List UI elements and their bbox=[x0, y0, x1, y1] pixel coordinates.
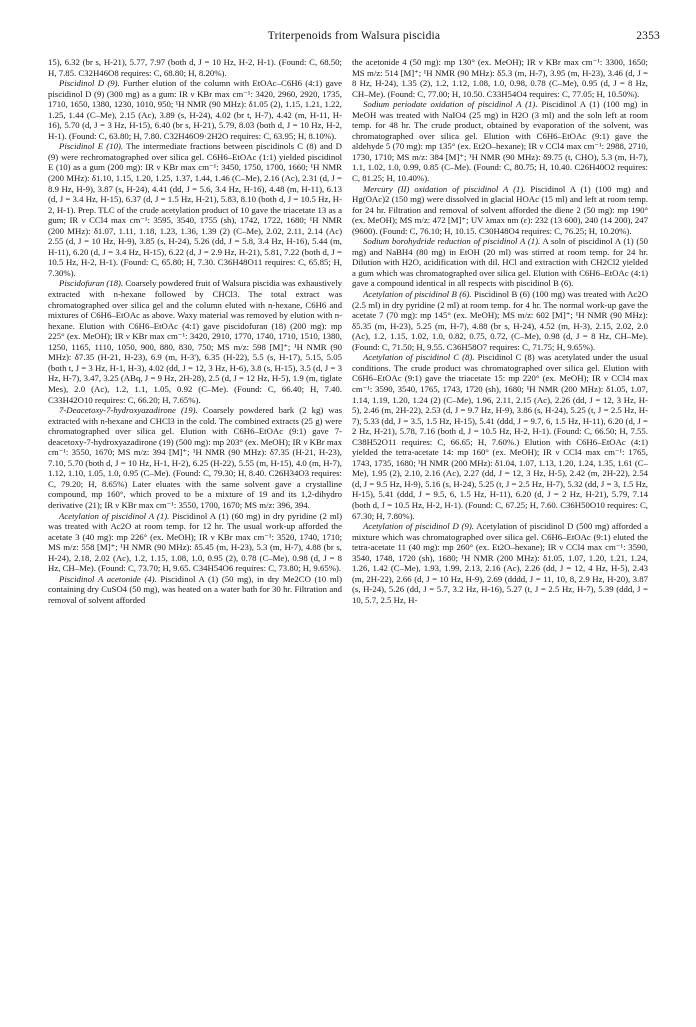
paragraph-heading: Acetylation of piscidinol C (8). bbox=[363, 352, 475, 363]
paragraph-heading: Piscidofuran (18). bbox=[59, 278, 124, 289]
paragraph-text: Piscidinol A (1) (60 mg) in dry pyridine (2 ml) was treated with Ac2O at room temp. for 12 hr. The usual work-up afforded the acetate 3 (40 mg): mp 226° (ex. MeOH); IR ν KBr max cm⁻¹: 3520, 1740, 1710; MS m/z: 558 [M]⁺; ¹H NMR (90 MHz): δ5.45 (m, H-23), 5.3 (m, H-7), 4.88 (br s, H-24), 2.18, 2.02 (Ac), 1.2, 1.15, 1.08, 1.0, 0.95 (2), 0.78 (C–Me), 0.98 (d, J = 8 Hz, CH–Me). (Found: C, 73.70; H, 9.65. C34H54O6 requires: C, 73.80; H, 9.65%). bbox=[48, 510, 342, 574]
left-column bbox=[48, 57, 342, 1017]
paragraph bbox=[48, 141, 342, 278]
paragraph-heading: Sodium periodate oxidation of piscidinol A (1). bbox=[363, 99, 538, 110]
paragraph bbox=[352, 99, 648, 183]
running-title: Triterpenoids from Walsura piscidia bbox=[267, 30, 441, 42]
paragraph-text: Acetylation of piscidinol D (500 mg) afforded a mixture which was chromatographed over silica gel. C6H6–EtOAc (9:1) eluted the tetra-acetate 11 (40 mg): mp 260° (ex. Et2O–hexane); IR ν CCl4 max cm⁻¹: 3590, 3540, 1748, 1720 (sh), 1680; ¹H NMR (200 MHz): δ1.05, 1.07, 1.20, 1.21, 1.24, 1.26, 1.42 (C–Me), 1.93, 1.99, 2.13, 2.16 (Ac), 2.26 (dd, J = 12, 4 Hz, H-5), 2.43 (m, 2H-22), 2.66 (d, J = 10 Hz, H-9), 2.69 (dddd, J = 11, 10, 8, 2.9 Hz, H-20), 3.87 (s, H-24), 5.26 (dd, J = 5.7, 3.2 Hz, H-16), 5.27 (t, J = 2.5 Hz, H-7), 5.39 (ddd, J = 10, 5.7, 2.5 Hz, H- bbox=[352, 521, 648, 605]
paragraph bbox=[352, 521, 648, 605]
paragraph bbox=[352, 57, 648, 99]
paragraph-text: Piscidinol A (1) (50 mg), in dry Me2CO (10 ml) containing dry CuSO4 (50 mg), was heated on a water bath for 30 hr. Filtration and removal of solvent afforded bbox=[48, 573, 342, 605]
paragraph-heading: Acetylation of piscidinol B (6). bbox=[363, 289, 472, 300]
paragraph bbox=[48, 78, 342, 141]
paragraph-heading: Acetylation of piscidinol D (9). bbox=[363, 521, 474, 532]
paragraph bbox=[48, 278, 342, 405]
paragraph bbox=[48, 574, 342, 606]
paragraph-heading: 7-Deacetoxy-7-hydroxyazadirone (19). bbox=[59, 405, 198, 416]
paragraph bbox=[352, 352, 648, 521]
running-head bbox=[48, 30, 660, 46]
paragraph-heading: Sodium borohydride reduction of piscidinol A (1). bbox=[363, 236, 541, 247]
paragraph bbox=[48, 405, 342, 510]
paragraph-text: Piscidinol A (1) (100 mg) and Hg(OAc)2 (150 mg) were dissolved in glacial HOAc (15 ml) and left at room temp. for 24 hr. Filtration and removal of solvent afforded the diene 2 (50 mg): mp 190° (ex. MeOH); MS m/z: 472 [M]⁺; UV λmax nm (ε): 232 (13 600), 240 (14 200), 247 (9600). (Found: C, 76.10; H, 10.15. C30H48O4 requires: C, 76.25; H, 10.20%). bbox=[352, 183, 648, 236]
paragraph-text: the acetonide 4 (50 mg): mp 130° (ex. MeOH); IR ν KBr max cm⁻¹: 3300, 1650; MS m/z: 514 [M]⁺; ¹H NMR (90 MHz): δ5.3 (m, H-7), 3.95 (m, H-23), 3.46 (d, J = 8 Hz, H-24), 1.35 (2), 1.2, 1.12, 1.08, 1.0, 0.98, 0.78 (C–Me), 0.95 (d, J = 8 Hz, CH–Me). (Found: C, 77.00; H, 10.50. C33H54O4 requires: C, 77.05; H, 10.50%). bbox=[352, 57, 648, 99]
paragraph-text: Coarsely powdered fruit of Walsura piscidia was exhaustively extracted with n-hexane followed by CHCl3. The total extract was chromatographed over silica gel and the column eluted with n-hexane, C6H6 and mixtures of C6H6–EtOAc as above. Waxy material was removed by elution with n-hexane. Elution with C6H6–EtOAc (4:1) gave piscidofuran (18) (200 mg): mp 225° (ex. MeOH); IR ν KBr max cm⁻¹: 3420, 2910, 1770, 1740, 1710, 1510, 1380, 1250, 1165, 1110, 1050, 900, 880, 830, 750; MS m/z: 598 [M]⁺; ¹H NMR (90 MHz): δ7.35 (H-21, H-23), 6.9 (m, H-3'), 6.35 (H-22), 5.5 (s, H-17), 5.15, 5.05 (both t, J = 3 Hz, H-1, H-3), 4.02 (dd, J = 12, 3 Hz, H-6), 3.8 (s, H-15), 3.5 (d, J = 3 Hz, H-7), 3.47, 3.25 (ABq, J = 9 Hz, 2H-28), 2.5 (d, J = 12 Hz, H-5), 1.9 (m, tiglate Mes), 2.0 (Ac), 1.2, 1.1, 1.05, 0.92 (C–Me). (Found: C, 66.40; H, 7.40. C33H42O10 requires: C, 66.20; H, 7.65%). bbox=[48, 278, 342, 405]
paragraph-text: Piscidinol B (6) (100 mg) was treated with Ac2O (2.5 ml) in dry pyridine (2 ml) at room temp. for 4 hr. The normal work-up gave the acetate 7 (70 mg): mp 145° (ex. MeOH); MS m/z: 602 [M]⁺; ¹H NMR (90 MHz): δ5.35 (m, H-23), 5.25 (m, H-7), 4.88 (br s, H-24), 4.52 (m, H-3), 2.15, 2.02, 2.0 (Ac), 1.2, 1.15, 1.02, 1.0, 0.82, 0.75, 0.72, (C–Me), 0.98 (d, J = 8 Hz, CH–Me). (Found: C, 71.50; H, 9.55. C36H58O7 requires: C, 71.75; H, 9.65%). bbox=[352, 289, 648, 352]
paragraph-text: Piscidinol A (1) (100 mg) in MeOH was treated with NaIO4 (25 mg) in H2O (3 ml) and the soln left at room temp. for 48 hr. The crude product, obtained by evaporation of the solvent, was chromatographed over silica gel. Elution with C6H6–EtOAc (9:1) gave the aldehyde 5 (70 mg): mp 135° (ex. Et2O–hexane); IR ν CCl4 max cm⁻¹: 2988, 2710, 1730, 1710; MS m/z: 384 [M]⁺; ¹H NMR (90 MHz): δ9.75 (t, CHO), 5.3 (m, H-7), 1.1, 1.02, 1.0, 0.99, 0.85 (C–Me). (Found: C, 80.75; H, 10.40. C26H40O2 requires: C, 81.25; H, 10.40%). bbox=[352, 99, 648, 184]
paragraph-heading: Piscidinol D (9). bbox=[59, 78, 120, 89]
paragraph-heading: Mercury (II) oxidation of piscidinol A (1). bbox=[363, 183, 526, 194]
paragraph bbox=[48, 511, 342, 574]
paragraph-heading: Piscidinol A acetonide (4). bbox=[59, 573, 157, 584]
paragraph-text: Further elution of the column with EtOAc–C6H6 (4:1) gave piscidinol D (9) (300 mg) as a gum: IR ν KBr max cm⁻¹: 3420, 2960, 2920, 1735, 1710, 1650, 1380, 1230, 1010, 950; ¹H NMR (90 MHz): δ1.05 (2), 1.15, 1.21, 1.22, 1.25, 1.44 (C–Me), 2.15 (Ac), 3.89 (s, H-24), 4.02 (br t, H-7), 4.42 (m, H-11, H-16), 5.70 (d, J = 3 Hz, H-15), 6.40 (br s, H-21), 5.79, 8.03 (both d, J = 10 Hz, H-2, H-1). (Found: C, 63.80; H, 7.80. C32H46O9·2H2O requires: C, 63.95; H, 8.10%). bbox=[48, 78, 342, 141]
paragraph-text: Coarsely powdered bark (2 kg) was extracted with n-hexane and CHCl3 in the cold. The combined extracts (25 g) were chromatographed over silica gel. Elution with C6H6–EtOAc (9:1) gave 7-deacetoxy-7-hydroxyazadirone (19) (500 mg): mp 203° (ex. MeOH); IR ν KBr max cm⁻¹: 3550, 1670; MS m/z: 394 [M]⁺; ¹H NMR (90 MHz): δ7.35 (H-21, H-23), 7.10, 5.70 (both d, J = 10 Hz, H-1, H-2), 6.25 (H-22), 5.55 (m, H-15), 4.0 (m, H-7), 1.12, 1.10, 1.05, 1.0, 0.95 (C–Me). (Found: C, 79.30; H, 8.40. C26H34O3 requires: C, 79.20; H, 8.65%) Later eluates with the same solvent gave a crystalline compound, mp 160°, which proved to be a mixture of 19 and its 1,2-dihydro derivative (21); IR ν KBr max cm⁻¹: 3550, 1700, 1670; MS m/z: 396, 394. bbox=[48, 405, 342, 510]
paragraph-heading: Piscidinol E (10). bbox=[59, 141, 124, 152]
paragraph bbox=[48, 57, 342, 78]
paragraph-text: Piscidinol C (8) was acetylated under the usual conditions. The crude product was chromatographed over silica gel. Elution with C6H6–EtOAc (9:1) gave the triacetate 15: mp 220° (ex. MeOH); IR ν CCl4 max cm⁻¹: 3590, 3540, 1765, 1743, 1720 (sh), 1680; ¹H NMR (200 MHz): δ1.05, 1.07, 1.14, 1.19, 1.20, 1.24 (2) (C–Me), 1.96, 2.11, 2.15 (Ac), 2.26 (dd, J = 12, 3 Hz, H-5), 2.46 (m, 2H-22), 2.53 (d, J = 9.7 Hz, H-9), 3.86 (s, H-24), 5.25 (t, J = 2.5 Hz, H-7), 5.33 (dd, J = 3.5, 1.5 Hz, H-15), 5.41 (ddd, J = 9.7, 6, 1.5 Hz, H-11), 6.20 (d, J = 2 Hz, H-21), 5.78, 7.16 (both d, J = 10.5 Hz, H-2, H-1). (Found: C, 66.50; H, 7.55. C38H52O11 requires: C, 66.65; H, 7.60%.) Elution with C6H6–EtOAc (4:1) yielded the tetra-acetate 14: mp 160° (ex. MeOH); IR ν CCl4 max cm⁻¹: 1765, 1743, 1735, 1680; ¹H NMR (200 MHz): δ1.04, 1.07, 1.13, 1.20, 1.24, 1.35, 1.61 (C–Me), 1.95 (2), 2.10, 2.16 (Ac), 2.27 (dd, J = 12, 3 Hz, H-5), 2.42 (m, 2H-22), 2.54 (d, J = 9.5 Hz, H-9), 5.16 (s, H-24), 5.25 (t, J = 2.5 Hz, H-7), 5.32 (dd, J = 3, 1.5 Hz, H-15), 5.41 (ddd, J = 9.5, 6, 1.5 Hz, H-11), 6.20 (d, J = 2 Hz, H-21), 5.79, 7.14 (both d, J = 10.5 Hz, H-2, H-1). (Found: C, 67.25; H, 7.60. C36H50O10 requires: C, 67.30; H, 7.80%). bbox=[352, 352, 648, 521]
paragraph-text: A soln of piscidinol A (1) (50 mg) and NaBH4 (80 mg) in EtOH (20 ml) was stirred at room temp. for 24 hr. Dilution with H2O, acidification with dil. HCl and extraction with CH2Cl2 yielded a gum which was chromatographed over silica gel. Elution with C6H6–EtOAc (4:1) gave a compound identical in all respects with piscidinol B (6). bbox=[352, 236, 648, 289]
paragraph-heading: Acetylation of piscidinol A (1). bbox=[59, 510, 170, 521]
paragraph-text: 15), 6.32 (br s, H-21), 5.77, 7.97 (both d, J = 10 Hz, H-2, H-1). (Found: C, 68.50; H, 7.85. C32H46O8 requires: C, 68.80; H, 8.20%). bbox=[48, 57, 342, 78]
page-number: 2353 bbox=[636, 30, 660, 42]
paragraph-text: The intermediate fractions between piscidinols C (8) and D (9) were rechromatographed over silica gel. C6H6–EtOAc (1:1) yielded piscidinol E (10) as a gum (200 mg): IR ν KBr max cm⁻¹: 3450, 1750, 1700, 1660; ¹H NMR (200 MHz): δ1.10, 1.15, 1.20, 1.25, 1.37, 1.44, 1.46 (C–Me), 2.16 (Ac), 2.31 (d, J = 8.9 Hz, H-9), 3.87 (s, H-24), 4.41 (dd, J = 5.6, 3.4 Hz, H-16), 4.48 (m, H-11), 6.13 (d, J = 3.4 Hz, H-15), 6.37 (d, J = 1.5 Hz, H-21), 5.83, 8.10 (both d, J = 10.5 Hz, H-2, H-1). Prep. TLC of the crude acetylation product of 10 gave the triacetate 13 as a gum; IR ν CCl4 max cm⁻¹: 3595, 3540, 1755 (sh), 1742, 1722, 1680; ¹H NMR (200 MHz): δ1.07, 1.11, 1.18, 1.23, 1.36, 1.39 (2) (C–Me), 2.02, 2.11, 2.14 (Ac) 2.55 (d, J = 10 Hz, H-9), 3.85 (s, H-24), 5.26 (dd, J = 5.8, 3.4 Hz, H-16), 5.44 (m, H-11), 6.20 (d, J = 3.4 Hz, H-15), 6.22 (d, J = 2.9 Hz, H-21), 5.81, 7.22 (both d, J = 10.5 Hz, H-2, H-1). (Found: C, 65.80; H, 7.30. C36H48O11 requires: C, 65.85; H, 7.30%). bbox=[48, 141, 342, 278]
right-column bbox=[352, 57, 648, 1017]
paragraph bbox=[352, 236, 648, 289]
paragraph bbox=[352, 184, 648, 237]
paragraph bbox=[352, 289, 648, 352]
